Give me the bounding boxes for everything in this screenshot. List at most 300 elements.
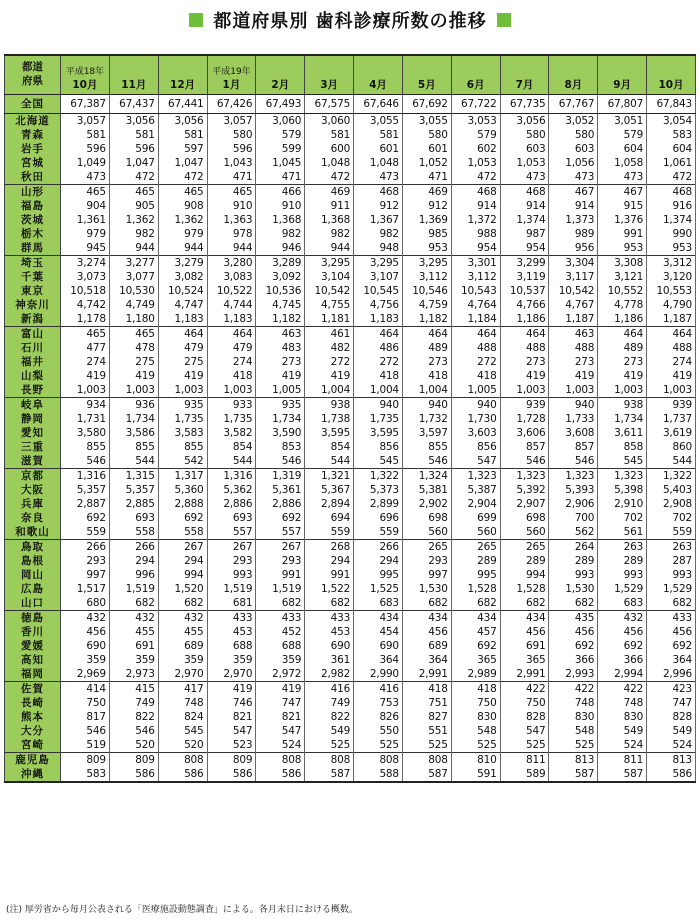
table-body [5,95,696,783]
count-cell: 988 [451,227,500,241]
count-cell: 604 [647,142,696,156]
count-cell: 995 [354,568,403,582]
count-cell: 1,058 [598,156,647,170]
count-cell: 692 [451,639,500,653]
count-cell: 1,003 [109,383,158,398]
count-cell: 3,295 [402,256,451,271]
count-cell: 682 [647,596,696,611]
count-cell: 558 [158,525,207,540]
count-cell: 546 [500,454,549,469]
count-cell: 1,322 [354,469,403,484]
count-cell: 1,317 [158,469,207,484]
count-cell: 581 [61,128,110,142]
count-cell: 272 [354,355,403,369]
month-header-label: 10月 [658,79,684,91]
count-cell: 67,807 [598,95,647,114]
count-cell: 940 [549,398,598,413]
count-cell: 682 [549,596,598,611]
count-cell: 587 [402,767,451,782]
count-cell: 548 [451,724,500,738]
count-cell: 2,908 [647,497,696,511]
count-cell: 545 [354,454,403,469]
count-cell: 911 [305,199,354,213]
prefecture-name: 兵庫 [5,497,61,511]
count-cell: 465 [61,327,110,342]
count-cell: 954 [451,241,500,256]
count-cell: 488 [451,341,500,355]
count-cell: 1,003 [647,383,696,398]
table-row [5,611,696,626]
count-cell: 471 [256,170,305,185]
table-row [5,327,696,342]
count-cell: 1,367 [354,213,403,227]
count-cell: 692 [256,511,305,525]
count-cell: 3,092 [256,270,305,284]
count-cell: 464 [500,327,549,342]
count-cell: 456 [549,625,598,639]
count-cell: 692 [549,639,598,653]
count-cell: 1,529 [598,582,647,596]
count-cell: 855 [402,440,451,454]
count-cell: 1,005 [256,383,305,398]
count-cell: 419 [305,369,354,383]
count-cell: 1,049 [61,156,110,170]
count-cell: 422 [549,682,598,697]
count-cell: 3,583 [158,426,207,440]
count-cell: 3,590 [256,426,305,440]
count-cell: 688 [256,639,305,653]
count-cell: 275 [158,355,207,369]
count-cell: 1,183 [158,312,207,327]
count-cell: 3,052 [549,114,598,129]
count-cell: 855 [61,440,110,454]
count-cell: 525 [402,738,451,753]
table-row [5,767,696,782]
count-cell: 828 [500,710,549,724]
count-cell: 580 [207,128,256,142]
table-row [5,298,696,312]
count-cell: 1,737 [647,412,696,426]
prefecture-name: 京都 [5,469,61,484]
count-cell: 1,183 [207,312,256,327]
count-cell: 5,381 [402,483,451,497]
count-cell: 546 [549,454,598,469]
count-cell: 808 [402,753,451,768]
count-cell: 3,057 [61,114,110,129]
count-cell: 908 [158,199,207,213]
count-cell: 692 [598,639,647,653]
month-header [354,55,403,95]
count-cell: 468 [500,185,549,200]
count-cell: 1,004 [354,383,403,398]
count-cell: 808 [158,753,207,768]
count-cell: 1,734 [256,412,305,426]
count-cell: 580 [549,128,598,142]
count-cell: 67,441 [158,95,207,114]
count-cell: 10,545 [354,284,403,298]
count-cell: 586 [207,767,256,782]
count-cell: 519 [61,738,110,753]
count-cell: 289 [549,554,598,568]
month-header-year: 平成19年 [212,67,251,77]
count-cell: 1,316 [207,469,256,484]
prefecture-name: 神奈川 [5,298,61,312]
count-cell: 3,060 [256,114,305,129]
count-cell: 689 [402,639,451,653]
count-cell: 1,184 [451,312,500,327]
count-cell: 2,885 [109,497,158,511]
count-cell: 561 [598,525,647,540]
table-row [5,582,696,596]
count-cell: 946 [256,241,305,256]
count-cell: 67,692 [402,95,451,114]
month-header-year [647,66,695,78]
count-cell: 488 [647,341,696,355]
count-cell: 591 [451,767,500,782]
prefecture-name: 鹿児島 [5,753,61,768]
count-cell: 544 [109,454,158,469]
count-cell: 2,886 [207,497,256,511]
count-cell: 10,530 [109,284,158,298]
prefecture-name: 静岡 [5,412,61,426]
table-row [5,199,696,213]
month-header [647,55,696,95]
count-cell: 700 [549,511,598,525]
count-cell: 857 [549,440,598,454]
count-cell: 365 [500,653,549,667]
table-row [5,639,696,653]
count-cell: 3,595 [354,426,403,440]
count-cell: 453 [207,625,256,639]
count-cell: 4,749 [109,298,158,312]
count-cell: 272 [451,355,500,369]
prefecture-name: 北海道 [5,114,61,129]
count-cell: 953 [598,241,647,256]
count-cell: 3,051 [598,114,647,129]
count-cell: 581 [354,128,403,142]
count-cell: 2,970 [207,667,256,682]
count-cell: 702 [647,511,696,525]
count-cell: 4,764 [451,298,500,312]
count-cell: 294 [109,554,158,568]
count-cell: 273 [598,355,647,369]
count-cell: 938 [598,398,647,413]
month-header-label: 6月 [466,79,485,91]
count-cell: 1,520 [158,582,207,596]
count-cell: 2,973 [109,667,158,682]
count-cell: 1,323 [549,469,598,484]
count-cell: 67,843 [647,95,696,114]
count-cell: 468 [451,185,500,200]
count-cell: 905 [109,199,158,213]
count-cell: 1,376 [598,213,647,227]
count-cell: 698 [500,511,549,525]
count-cell: 524 [256,738,305,753]
month-header-label: 4月 [369,79,387,91]
count-cell: 3,299 [500,256,549,271]
count-cell: 432 [61,611,110,626]
count-cell: 956 [549,241,598,256]
count-cell: 3,117 [549,270,598,284]
count-cell: 467 [598,185,647,200]
count-cell: 693 [109,511,158,525]
count-cell: 938 [305,398,354,413]
count-cell: 982 [305,227,354,241]
count-cell: 10,543 [451,284,500,298]
count-cell: 3,312 [647,256,696,271]
count-cell: 1,738 [305,412,354,426]
count-cell: 854 [305,440,354,454]
count-cell: 855 [158,440,207,454]
count-cell: 3,073 [61,270,110,284]
count-cell: 1,374 [647,213,696,227]
count-cell: 525 [500,738,549,753]
count-cell: 682 [109,596,158,611]
count-cell: 1,324 [402,469,451,484]
page-title: 都道府県別 歯科診療所数の推移 [213,11,487,32]
count-cell: 596 [207,142,256,156]
count-cell: 750 [451,696,500,710]
count-cell: 2,910 [598,497,647,511]
count-cell: 747 [647,696,696,710]
count-cell: 457 [451,625,500,639]
count-cell: 359 [256,653,305,667]
table-row [5,256,696,271]
count-cell: 1,186 [500,312,549,327]
count-cell: 472 [158,170,207,185]
count-cell: 435 [549,611,598,626]
count-cell: 10,542 [305,284,354,298]
count-cell: 954 [500,241,549,256]
count-cell: 1,363 [207,213,256,227]
count-cell: 1,530 [402,582,451,596]
count-cell: 293 [402,554,451,568]
count-cell: 1,003 [598,383,647,398]
count-cell: 748 [158,696,207,710]
month-header-year [501,66,549,78]
count-cell: 525 [451,738,500,753]
count-cell: 860 [647,440,696,454]
count-cell: 808 [256,753,305,768]
count-cell: 1,182 [402,312,451,327]
count-cell: 472 [109,170,158,185]
count-cell: 482 [305,341,354,355]
count-cell: 1,361 [61,213,110,227]
count-cell: 266 [109,540,158,555]
count-cell: 682 [158,596,207,611]
count-cell: 991 [598,227,647,241]
count-cell: 294 [158,554,207,568]
month-header [500,55,549,95]
count-cell: 4,745 [256,298,305,312]
count-cell: 1,003 [207,383,256,398]
count-cell: 600 [305,142,354,156]
count-cell: 560 [500,525,549,540]
count-cell: 808 [305,753,354,768]
count-cell: 2,996 [647,667,696,682]
count-cell: 748 [549,696,598,710]
count-cell: 979 [158,227,207,241]
count-cell: 1,374 [500,213,549,227]
count-cell: 749 [109,696,158,710]
count-cell: 858 [598,440,647,454]
count-cell: 434 [402,611,451,626]
prefecture-name: 栃木 [5,227,61,241]
count-cell: 546 [61,454,110,469]
count-cell: 559 [61,525,110,540]
count-cell: 489 [402,341,451,355]
table-row [5,753,696,768]
count-cell: 3,121 [598,270,647,284]
count-cell: 4,742 [61,298,110,312]
count-cell: 3,606 [500,426,549,440]
count-cell: 3,056 [500,114,549,129]
count-cell: 287 [647,554,696,568]
count-cell: 702 [598,511,647,525]
count-cell: 985 [402,227,451,241]
count-cell: 473 [598,170,647,185]
count-cell: 944 [207,241,256,256]
prefecture-name: 青森 [5,128,61,142]
count-cell: 5,362 [207,483,256,497]
count-cell: 488 [549,341,598,355]
count-cell: 1,186 [598,312,647,327]
prefecture-name: 長野 [5,383,61,398]
count-cell: 690 [305,639,354,653]
count-cell: 549 [598,724,647,738]
count-cell: 953 [402,241,451,256]
count-cell: 419 [207,682,256,697]
count-cell: 1,369 [402,213,451,227]
count-cell: 268 [305,540,354,555]
count-cell: 265 [402,540,451,555]
count-cell: 419 [256,369,305,383]
count-cell: 580 [500,128,549,142]
month-header-label: 10月 [72,79,98,91]
prefecture-name: 大阪 [5,483,61,497]
month-header-label: 9月 [613,79,632,91]
count-cell: 3,289 [256,256,305,271]
count-cell: 694 [305,511,354,525]
count-cell: 596 [61,142,110,156]
count-cell: 465 [109,185,158,200]
count-cell: 550 [354,724,403,738]
count-cell: 463 [256,327,305,342]
count-cell: 3,308 [598,256,647,271]
count-cell: 5,361 [256,483,305,497]
prefecture-name: 長崎 [5,696,61,710]
count-cell: 3,597 [402,426,451,440]
count-cell: 1,316 [61,469,110,484]
count-cell: 544 [647,454,696,469]
month-header-label: 7月 [515,79,534,91]
count-cell: 422 [500,682,549,697]
count-cell: 681 [207,596,256,611]
count-cell: 1,003 [549,383,598,398]
count-cell: 579 [451,128,500,142]
table-row [5,270,696,284]
count-cell: 473 [549,170,598,185]
count-cell: 273 [256,355,305,369]
count-cell: 456 [500,625,549,639]
count-cell: 544 [207,454,256,469]
count-cell: 546 [109,724,158,738]
prefecture-name: 福岡 [5,667,61,682]
table-row [5,469,696,484]
count-cell: 434 [354,611,403,626]
count-cell: 5,373 [354,483,403,497]
count-cell: 1,372 [451,213,500,227]
count-cell: 982 [354,227,403,241]
count-cell: 479 [207,341,256,355]
footnote: (注) 厚労省から毎月公表される「医療施設動態調査」による。各月末日における概数。 [6,905,358,915]
count-cell: 603 [549,142,598,156]
count-cell: 10,522 [207,284,256,298]
prefecture-name: 愛媛 [5,639,61,653]
count-cell: 467 [549,185,598,200]
count-cell: 418 [402,682,451,697]
count-cell: 423 [647,682,696,697]
count-cell: 478 [109,341,158,355]
count-cell: 551 [402,724,451,738]
count-cell: 479 [158,341,207,355]
count-cell: 982 [256,227,305,241]
month-header [402,55,451,95]
count-cell: 5,367 [305,483,354,497]
month-header-year: 平成18年 [65,67,105,77]
count-cell: 416 [354,682,403,697]
count-cell: 978 [207,227,256,241]
table-row [5,95,696,114]
prefecture-name: 滋賀 [5,454,61,469]
count-cell: 1,731 [61,412,110,426]
count-cell: 826 [354,710,403,724]
month-header-label: 1月 [222,79,241,91]
count-cell: 1,730 [451,412,500,426]
table-row [5,213,696,227]
count-cell: 456 [402,625,451,639]
prefecture-name: 佐賀 [5,682,61,697]
count-cell: 824 [158,710,207,724]
count-cell: 586 [109,767,158,782]
clinic-count-table [4,54,696,783]
month-header [598,55,647,95]
count-cell: 1,734 [598,412,647,426]
count-cell: 3,277 [109,256,158,271]
count-cell: 914 [451,199,500,213]
count-cell: 523 [207,738,256,753]
count-cell: 3,304 [549,256,598,271]
count-cell: 67,767 [549,95,598,114]
count-cell: 546 [256,454,305,469]
count-cell: 856 [451,440,500,454]
prefecture-name: 宮崎 [5,738,61,753]
prefecture-name: 三重 [5,440,61,454]
count-cell: 4,766 [500,298,549,312]
count-cell: 547 [500,724,549,738]
count-cell: 525 [305,738,354,753]
count-cell: 466 [256,185,305,200]
count-cell: 910 [256,199,305,213]
count-cell: 581 [305,128,354,142]
count-cell: 1,043 [207,156,256,170]
count-cell: 464 [354,327,403,342]
count-cell: 1,047 [109,156,158,170]
count-cell: 2,991 [500,667,549,682]
count-cell: 682 [402,596,451,611]
count-cell: 3,077 [109,270,158,284]
count-cell: 1,323 [598,469,647,484]
